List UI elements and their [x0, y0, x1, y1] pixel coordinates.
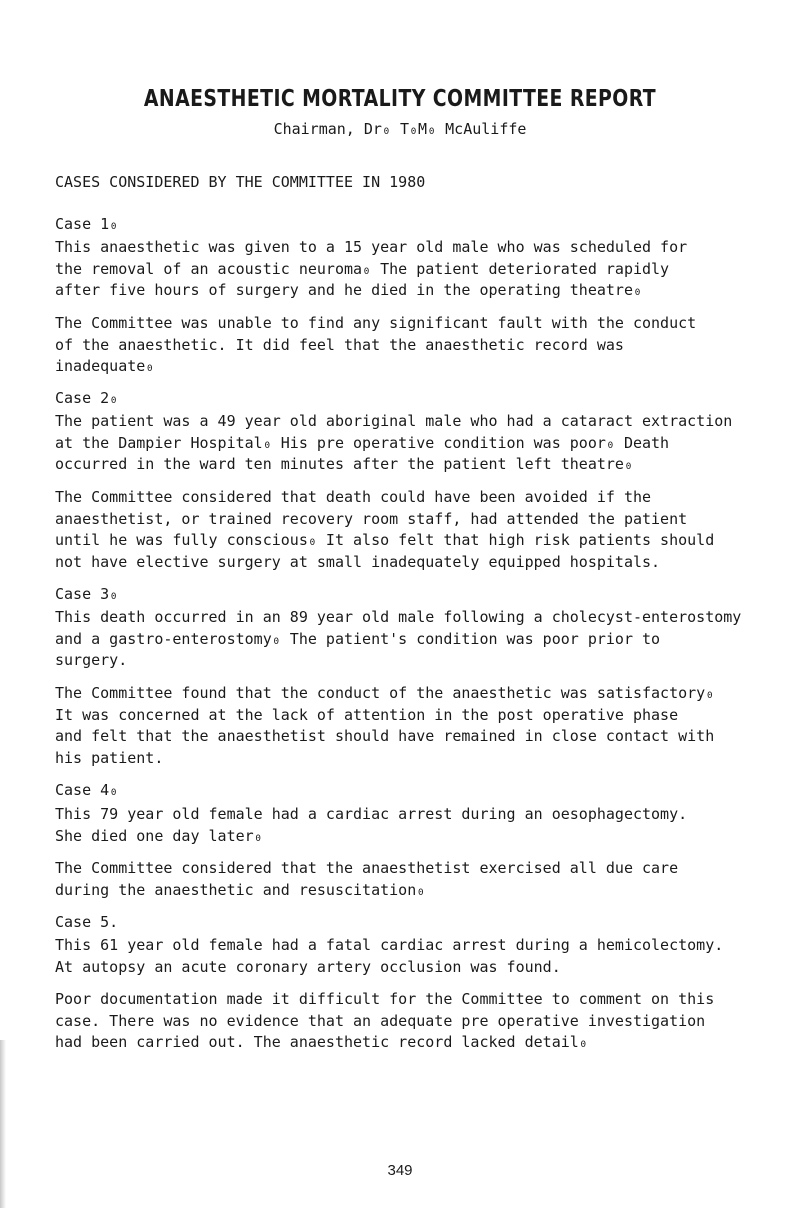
case-5-paragraph-2: Poor documentation made it difficult for the Committee to comment on this case. There was no evidence that an adequate pre operative investigation had been carried out. The anaesthetic record lacked detail₀ — [55, 990, 715, 1051]
case-1-label: Case 1₀ — [55, 215, 119, 233]
case-5-paragraph-1: This 61 year old female had a fatal cardiac arrest during a hemicolectomy. At autopsy an acute coronary artery occlusion was found. — [55, 936, 724, 976]
section-heading: CASES CONSIDERED BY THE COMMITTEE IN 1980 — [55, 173, 426, 191]
page-number: 349 — [387, 1162, 413, 1179]
scan-shadow — [0, 1040, 6, 1208]
case-2-paragraph-2: The Committee considered that death could have been avoided if the anaesthetist, or trained recovery room staff, had attended the patient until he was fully conscious₀ It also felt that high risk patients should not have elective surgery at small inadequately equipped hospitals. — [55, 488, 715, 571]
case-2-label: Case 2₀ — [55, 389, 119, 407]
case-5-label: Case 5. — [55, 913, 119, 931]
case-1-paragraph-1: This anaesthetic was given to a 15 year old male who was scheduled for the removal of an acoustic neuroma₀ The patient deteriorated rapidly after five hours of surgery and he died in the operating theatre₀ — [55, 238, 688, 299]
case-2-paragraph-1: The patient was a 49 year old aboriginal male who had a cataract extraction at the Dampier Hospital₀ His pre operative condition was poor₀ Death occurred in the ward ten minutes after the patient left theatre₀ — [55, 412, 733, 473]
report-title: ANAESTHETIC MORTALITY COMMITTEE REPORT — [143, 86, 657, 112]
case-3-paragraph-1: This death occurred in an 89 year old male following a cholecyst-enterostomy and a gastro-enterostomy₀ The patient's condition was poor prior to surgery. — [55, 608, 742, 669]
case-4-label: Case 4₀ — [55, 781, 119, 799]
case-3-paragraph-2: The Committee found that the conduct of the anaesthetic was satisfactory₀ It was concerned at the lack of attention in the post operative phase and felt that the anaesthetist should have remained in close contact with his patient. — [55, 684, 715, 767]
case-4-paragraph-1: This 79 year old female had a cardiac arrest during an oesophagectomy. She died one day later₀ — [55, 805, 688, 845]
case-1-paragraph-2: The Committee was unable to find any significant fault with the conduct of the anaesthetic. It did feel that the anaesthetic record was inadequate₀ — [55, 314, 697, 375]
case-4-paragraph-2: The Committee considered that the anaesthetist exercised all due care during the anaesthetic and resuscitation₀ — [55, 859, 679, 899]
chairman-line: Chairman, Dr₀ T₀M₀ McAuliffe — [273, 120, 527, 138]
case-3-label: Case 3₀ — [55, 585, 119, 603]
